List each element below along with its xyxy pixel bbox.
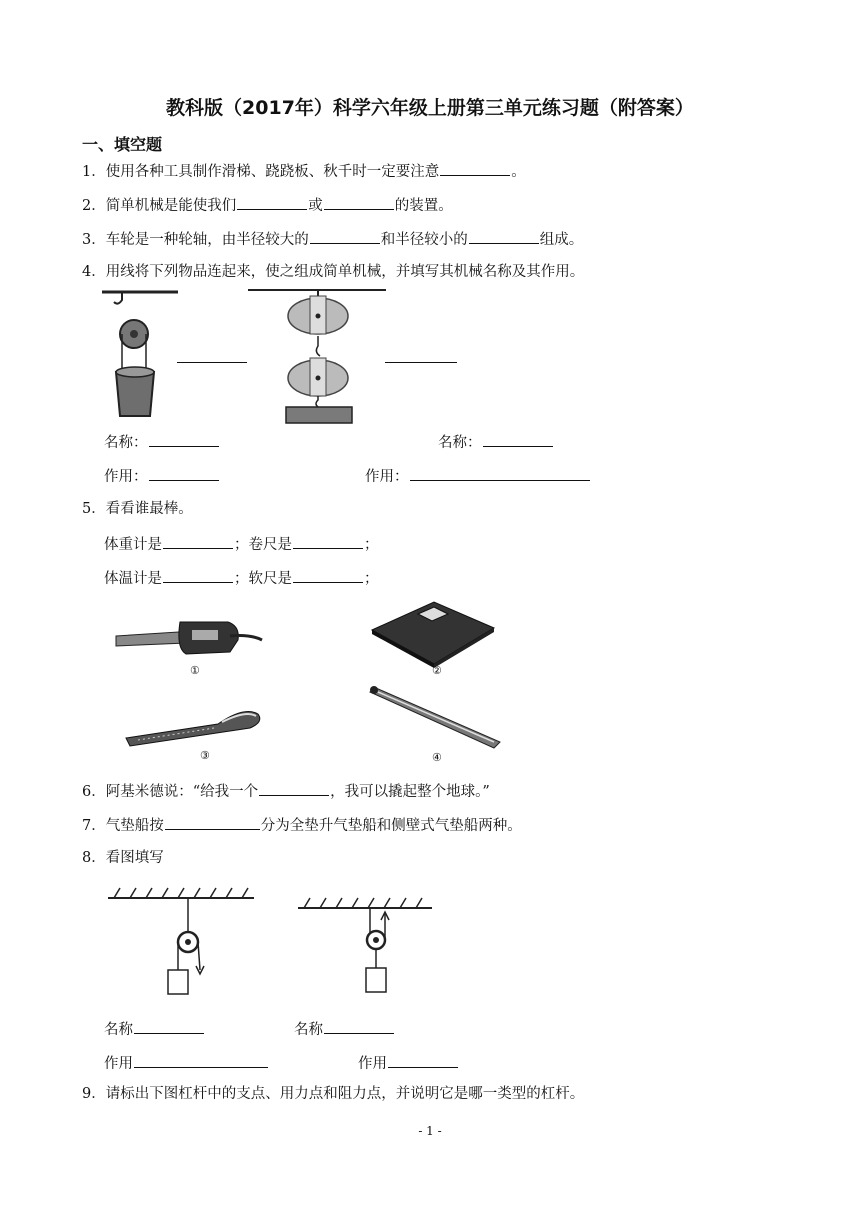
figure-caption: ③	[200, 749, 210, 762]
fixed-pulley-figure	[104, 886, 264, 1002]
q8-use-left: 作用	[104, 1052, 269, 1074]
answer-blank[interactable]	[259, 780, 329, 796]
answer-blank[interactable]	[310, 228, 380, 244]
answer-blank[interactable]	[163, 567, 233, 583]
answer-blank[interactable]	[469, 228, 539, 244]
question-3: 3．车轮是一种轮轴，由半径较大的 和半径较小的 组成。	[82, 228, 583, 250]
answer-blank[interactable]	[293, 533, 363, 549]
connect-line[interactable]	[385, 362, 457, 363]
question-9: 9．请标出下图杠杆中的支点、用力点和阻力点，并说明它是哪一类型的杠杆。	[82, 1086, 585, 1102]
machine-name-row-left: 名称：	[104, 431, 220, 453]
bathroom-scale-figure	[368, 596, 498, 670]
answer-blank[interactable]	[134, 1018, 204, 1034]
question-1: 1．使用各种工具制作滑梯、跷跷板、秋千时一定要注意 。	[82, 160, 526, 182]
machine-name-row-right: 名称：	[438, 431, 554, 453]
machine-use-row-left: 作用：	[104, 465, 220, 487]
connect-line[interactable]	[177, 362, 247, 363]
q8-name-right: 名称	[294, 1018, 395, 1040]
question-5: 5．看看谁最棒。	[82, 501, 193, 517]
answer-blank[interactable]	[237, 194, 307, 210]
page-number: - 1 -	[418, 1124, 442, 1138]
page-title: 教科版（2017年）科学六年级上册第三单元练习题（附答案）	[166, 97, 694, 119]
figure-caption: ①	[190, 664, 200, 677]
answer-blank[interactable]	[410, 465, 590, 481]
machine-use-row-right: 作用：	[365, 465, 591, 487]
figure-caption: ②	[432, 664, 442, 677]
answer-blank[interactable]	[134, 1052, 268, 1068]
question-5-line-2: 体温计是 ；软尺是 ；	[104, 567, 379, 589]
question-4: 4．用线将下列物品连起来，使之组成简单机械，并填写其机械名称及其作用。	[82, 264, 585, 280]
question-8: 8．看图填写	[82, 850, 164, 866]
section-heading: 一、填空题	[82, 135, 163, 154]
q8-name-left: 名称	[104, 1018, 205, 1040]
thermometer-figure	[366, 684, 506, 754]
q8-use-right: 作用	[358, 1052, 459, 1074]
answer-blank[interactable]	[165, 814, 260, 830]
figure-caption: ④	[432, 751, 442, 764]
answer-blank[interactable]	[163, 533, 233, 549]
question-6: 6．阿基米德说：“给我一个 ，我可以撬起整个地球。”	[82, 780, 490, 802]
answer-blank[interactable]	[483, 431, 553, 447]
answer-blank[interactable]	[149, 431, 219, 447]
movable-pulley-figure	[294, 896, 444, 1002]
answer-blank[interactable]	[324, 194, 394, 210]
answer-blank[interactable]	[149, 465, 219, 481]
answer-blank[interactable]	[293, 567, 363, 583]
answer-blank[interactable]	[388, 1052, 458, 1068]
question-5-line-1: 体重计是 ；卷尺是 ；	[104, 533, 379, 555]
tape-measure-figure	[110, 608, 270, 668]
question-7: 7．气垫船按 分为全垫升气垫船和侧壁式气垫船两种。	[82, 814, 522, 836]
hanging-pulleys-figure	[246, 286, 388, 426]
answer-blank[interactable]	[440, 160, 510, 176]
question-2: 2．简单机械是能使我们 或 的装置。	[82, 194, 453, 216]
soft-ruler-figure	[118, 700, 268, 750]
bucket-pulley-figure	[98, 288, 188, 424]
answer-blank[interactable]	[324, 1018, 394, 1034]
